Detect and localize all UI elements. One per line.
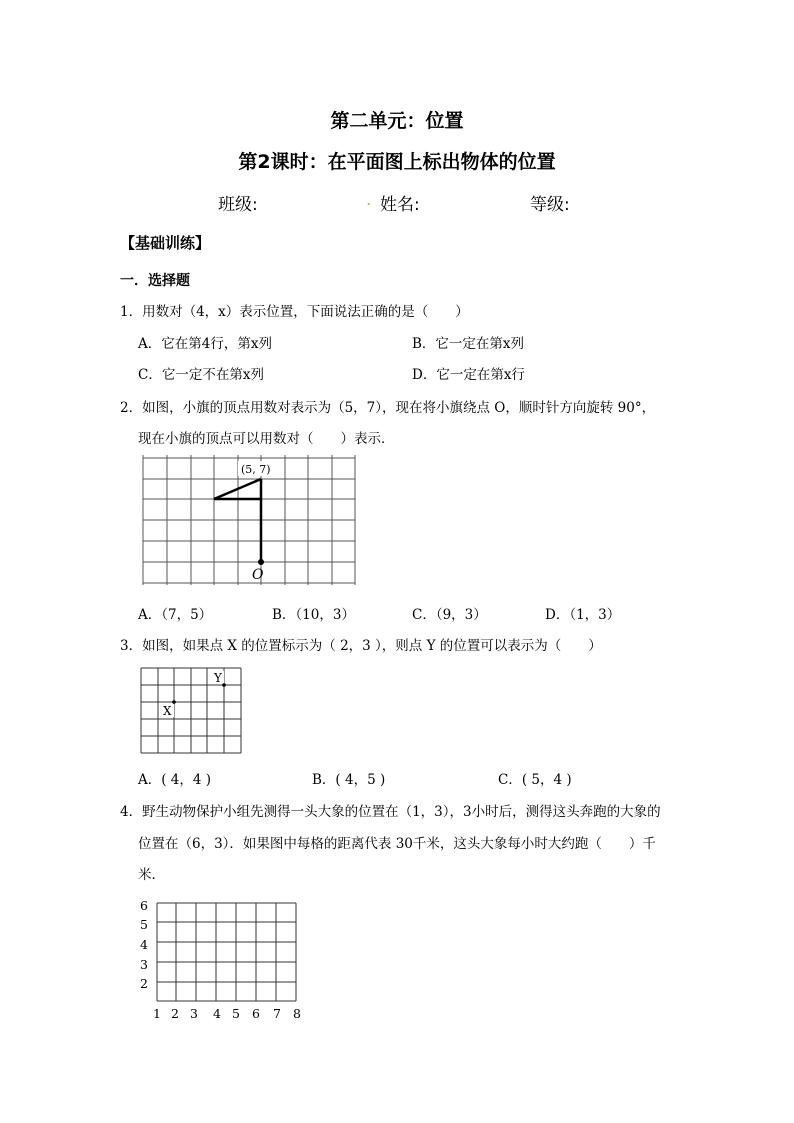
q4-x-label: 7 <box>273 1006 281 1021</box>
unit-title: 第二单元：位置 <box>330 110 464 132</box>
q4-x-label: 1 <box>153 1006 161 1021</box>
q4-x-label: 2 <box>171 1006 179 1021</box>
q3-label-x: X <box>163 704 172 718</box>
q2-option-a: A．（7，5） <box>138 607 213 623</box>
q2-vertex-label: (5, 7) <box>241 463 271 476</box>
q2-option-b: B．（10，3） <box>272 607 355 623</box>
q4-stem-line1: 4．野生动物保护小组先测得一头大象的位置在（1，3），3小时后，测得这头奔跑的大象的 <box>120 804 661 820</box>
q2-origin-point <box>258 559 264 565</box>
q4-y-label: 2 <box>140 976 148 991</box>
q2-option-d: D．（1，3） <box>545 607 621 623</box>
q2-stem-line2: 现在小旗的顶点可以用数对（ ）表示． <box>138 431 395 447</box>
q4-y-axis-labels <box>140 898 148 991</box>
q1-option-c: C．它一定不在第x列 <box>138 367 264 383</box>
q4-x-axis-labels <box>153 1006 301 1021</box>
q3-grid-lines <box>141 668 241 753</box>
section-subheading: 一．选择题 <box>120 273 190 289</box>
lesson-title: 第2课时：在平面图上标出物体的位置 <box>238 151 556 173</box>
q3-label-y: Y <box>214 671 222 685</box>
orange-dot: . <box>366 190 372 210</box>
q1-option-b: B．它一定在第x列 <box>412 336 525 352</box>
q4-y-label: 3 <box>140 957 148 972</box>
q3-option-a: A．( 4，4 ) <box>138 772 212 788</box>
q4-x-label: 6 <box>252 1006 260 1021</box>
q2-stem-line1: 2．如图，小旗的顶点用数对表示为（5，7），现在将小旗绕点 O，顺时针方向旋转 90°， <box>120 400 656 416</box>
q1-option-d: D．它一定在第x行 <box>412 367 525 383</box>
q4-y-label: 5 <box>140 917 148 932</box>
q4-y-label: 6 <box>140 898 148 913</box>
q2-flag-grid-figure <box>140 455 360 587</box>
q3-point-y <box>222 683 226 687</box>
q3-option-b: B．( 4，5 ) <box>312 772 386 788</box>
q2-option-c: C．（9，3） <box>412 607 487 623</box>
q4-x-label: 8 <box>293 1006 301 1021</box>
q4-x-label: 4 <box>213 1006 221 1021</box>
q1-stem: 1．用数对（4，x）表示位置，下面说法正确的是（ ） <box>120 304 469 320</box>
section-heading: 【基础训练】 <box>120 234 211 252</box>
name-label: 姓名: <box>380 195 420 215</box>
q4-stem-line2: 位置在（6，3）．如果图中每格的距离代表 30千米，这头大象每小时大约跑（ ）千 <box>138 836 656 852</box>
q3-stem: 3．如图，如果点 X 的位置标示为（ 2，3 ），则点 Y 的位置可以表示为（ ） <box>120 638 602 654</box>
q4-stem-line3: 米． <box>138 867 165 883</box>
q4-x-label: 3 <box>190 1006 198 1021</box>
q4-y-label: 4 <box>140 937 148 952</box>
q4-grid-lines <box>157 903 296 1001</box>
q3-grid-figure <box>138 665 248 757</box>
q3-option-c: C．( 5，4 ) <box>498 772 572 788</box>
grade-label: 等级: <box>530 195 570 215</box>
q2-origin-label: O <box>252 567 264 583</box>
class-label: 班级: <box>218 195 258 215</box>
q3-point-x <box>172 700 176 704</box>
q4-x-label: 5 <box>232 1006 240 1021</box>
q4-grid-figure <box>138 897 308 1027</box>
q1-option-a: A．它在第4行，第x列 <box>138 336 272 352</box>
